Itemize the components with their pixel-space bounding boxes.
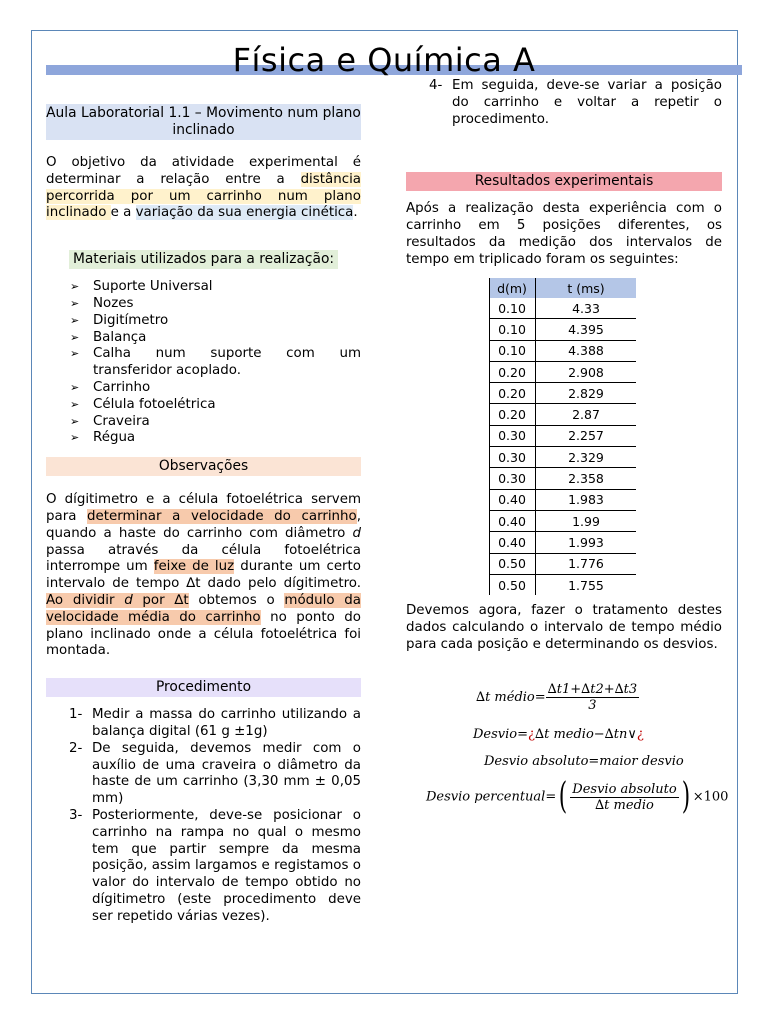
procedure-step <box>406 78 722 128</box>
results-table-wrap <box>489 278 638 595</box>
formula-text: Desvio percentual <box>426 789 546 805</box>
observations-text: passa através da célula fotoelétrica interrompe um <box>46 542 361 575</box>
treatment-paragraph: Devemos agora, fazer o tratamento destes dados calculando o intervalo de tempo médio para cada posição e determinando os desvios. <box>406 603 722 652</box>
observations-heading: Observações <box>46 457 361 476</box>
delta-t-symbol: ∆t <box>174 592 189 608</box>
materials-heading: Materiais utilizados para a realização: <box>69 250 338 269</box>
materials-list <box>46 279 361 447</box>
cell-distance: 0.30 <box>489 425 536 446</box>
diameter-symbol: d <box>124 592 133 608</box>
fraction <box>546 682 640 713</box>
table-row <box>489 532 636 553</box>
material-label: Régua <box>93 430 136 446</box>
material-item <box>70 430 361 447</box>
procedure-step <box>46 707 361 741</box>
cell-time: 1.776 <box>536 553 637 574</box>
formula-mark: ¿ <box>636 727 644 742</box>
cell-distance: 0.30 <box>489 447 536 468</box>
objective-paragraph <box>46 155 361 222</box>
materials-heading-wrap <box>46 250 361 269</box>
cell-distance: 0.40 <box>489 510 536 531</box>
highlight-divide-text: Ao dividir <box>46 592 125 608</box>
results-heading: Resultados experimentais <box>406 172 722 191</box>
cell-distance: 0.50 <box>489 553 536 574</box>
procedure-heading: Procedimento <box>46 678 361 697</box>
cell-distance: 0.10 <box>489 340 536 361</box>
cell-time: 4.33 <box>536 298 637 319</box>
arrow-bullet-icon: ➢ <box>70 380 80 394</box>
highlight-divide <box>46 593 189 608</box>
observations-text: , quando a haste do carrinho com diâmetro <box>46 508 361 541</box>
observations-text: obtemos o <box>188 592 285 608</box>
formula-text: Desvio <box>473 727 518 742</box>
observations-text: dado pelo dígitimetro. <box>200 576 362 592</box>
formula-text: = <box>517 727 529 742</box>
arrow-bullet-icon: ➢ <box>70 347 80 361</box>
procedure-step <box>46 808 361 926</box>
highlight-velocity: determinar a velocidade do carrinho <box>87 508 357 524</box>
material-item <box>70 346 361 380</box>
delta-t-symbol: ∆t <box>186 576 201 592</box>
highlight-mean-velocity: módulo da velocidade média do carrinho <box>46 592 361 625</box>
left-column <box>46 104 361 925</box>
step-number: 3- <box>69 807 83 823</box>
cell-time: 2.908 <box>536 361 637 382</box>
fraction <box>570 782 678 813</box>
cell-time: 4.388 <box>536 340 637 361</box>
objective-text: O objetivo da atividade experimental é determinar a relação entre a <box>46 155 361 187</box>
diameter-symbol: d <box>352 525 361 541</box>
material-label: Célula fotoelétrica <box>93 396 216 412</box>
table-header-row <box>489 278 636 298</box>
objective-text: e a <box>110 205 136 221</box>
cell-time: 2.829 <box>536 383 637 404</box>
formula-absolute-deviation: Desvio absoluto=maior desvio <box>484 754 684 769</box>
table-row <box>489 383 636 404</box>
procedure-list-continued <box>406 78 722 128</box>
material-item <box>70 330 361 347</box>
table-row <box>489 361 636 382</box>
material-item <box>70 397 361 414</box>
step-number: 2- <box>69 740 83 756</box>
cell-distance: 0.20 <box>489 361 536 382</box>
cell-distance: 0.40 <box>489 489 536 510</box>
cell-time: 2.358 <box>536 468 637 489</box>
table-row <box>489 298 636 319</box>
fraction-numerator: ∆t1+∆t2+∆t3 <box>547 682 638 697</box>
cell-distance: 0.10 <box>489 319 536 340</box>
arrow-bullet-icon: ➢ <box>70 414 80 428</box>
fraction-denominator: ∆t medio <box>595 797 654 813</box>
right-column <box>406 78 722 269</box>
material-label: Balança <box>93 329 147 345</box>
formula-mark: ¿ <box>528 727 536 742</box>
fraction-numerator: Desvio absoluto <box>572 781 677 797</box>
cell-distance: 0.10 <box>489 298 536 319</box>
results-intro: Após a realização desta experiência com o carrinho em 5 posições diferentes, os resultados da medição dos intervalos de tempo em triplicado foram os seguintes: <box>406 201 722 267</box>
material-label: Digitímetro <box>93 312 169 328</box>
cell-distance: 0.50 <box>489 574 536 595</box>
material-label: Calha num suporte com um transferidor acoplado. <box>93 346 361 379</box>
procedure-step <box>46 741 361 808</box>
formula-deviation <box>473 727 644 742</box>
step-number: 4- <box>429 78 443 93</box>
step-text: Medir a massa do carrinho utilizando a balança digital (61 g ±1g) <box>92 707 361 739</box>
highlight-distance: distância percorrida por um carrinho num plano inclinado <box>46 171 361 221</box>
fraction-denominator: 3 <box>588 698 597 713</box>
cell-time: 2.329 <box>536 447 637 468</box>
observations-text: no ponto do plano inclinado onde a célula fotoelétrica foi montada. <box>46 609 361 659</box>
formula-text: ×100 <box>692 789 729 805</box>
step-number: 1- <box>69 707 83 723</box>
cell-distance: 0.20 <box>489 383 536 404</box>
observations-paragraph <box>46 492 361 660</box>
arrow-bullet-icon: ➢ <box>70 330 80 344</box>
cell-time: 2.87 <box>536 404 637 425</box>
close-paren: ) <box>681 776 690 817</box>
highlight-light-beam: feixe de luz <box>153 559 235 575</box>
formula-percent-deviation <box>426 776 729 817</box>
column-header-distance: d(m) <box>489 278 536 298</box>
table-row <box>489 574 636 595</box>
observations-text: O dígitimetro e a célula fotoelétrica servem para <box>46 492 361 524</box>
results-table <box>489 278 636 595</box>
highlight-kinetic-energy: variação da sua energia cinética <box>135 205 354 221</box>
cell-distance: 0.30 <box>489 468 536 489</box>
material-item <box>70 296 361 313</box>
table-row <box>489 340 636 361</box>
cell-distance: 0.40 <box>489 532 536 553</box>
material-label: Suporte Universal <box>93 279 213 295</box>
material-item <box>70 279 361 296</box>
step-text: Posteriormente, deve-se posicionar o carrinho na rampa no qual o mesmo tem que partir sempre da mesma posição, assim largamos e registamos o valor do intervalo de tempo obtido no dígitimetro (este procedimento deve ser repetido várias vezes). <box>92 807 361 924</box>
cell-time: 2.257 <box>536 425 637 446</box>
table-body <box>489 298 636 595</box>
table-row <box>489 404 636 425</box>
cell-distance: 0.20 <box>489 404 536 425</box>
lesson-heading: Aula Laboratorial 1.1 – Movimento num plano inclinado <box>46 105 361 138</box>
arrow-bullet-icon: ➢ <box>70 397 80 411</box>
table-row <box>489 447 636 468</box>
observations-text: durante um certo intervalo de tempo <box>46 559 362 592</box>
step-text: De seguida, devemos medir com o auxílio de uma craveira o diâmetro da haste de um carrinho (3,30 mm ± 0,05 mm) <box>92 740 361 807</box>
arrow-bullet-icon: ➢ <box>70 296 80 310</box>
arrow-bullet-icon: ➢ <box>70 431 80 445</box>
material-label: Nozes <box>93 295 134 311</box>
table-row <box>489 489 636 510</box>
material-item <box>70 414 361 431</box>
table-row <box>489 553 636 574</box>
page-title: Física e Química A <box>232 41 536 79</box>
highlight-divide-text: por <box>132 592 175 608</box>
formula-text: ∆t médio <box>476 690 535 705</box>
cell-time: 1.755 <box>536 574 637 595</box>
table-row <box>489 425 636 446</box>
table-row <box>489 510 636 531</box>
cell-time: 1.983 <box>536 489 637 510</box>
material-label: Craveira <box>93 413 150 429</box>
formula-text: = <box>534 690 546 705</box>
formula-text: ∆t medio−∆tn∨ <box>535 727 637 742</box>
column-header-time: t (ms) <box>536 278 637 298</box>
treatment-block <box>406 603 722 653</box>
cell-time: 1.993 <box>536 532 637 553</box>
formula-mean-time <box>476 682 639 713</box>
arrow-bullet-icon: ➢ <box>70 313 80 327</box>
formula-text: = <box>545 789 557 805</box>
objective-text: . <box>353 205 358 221</box>
material-item <box>70 313 361 330</box>
open-paren: ( <box>559 776 568 817</box>
cell-time: 1.99 <box>536 510 637 531</box>
step-text: Em seguida, deve-se variar a posição do carrinho e voltar a repetir o procedimento. <box>452 78 722 127</box>
table-row <box>489 468 636 489</box>
arrow-bullet-icon: ➢ <box>70 280 80 294</box>
material-item <box>70 380 361 397</box>
procedure-list <box>46 707 361 925</box>
material-label: Carrinho <box>93 379 151 395</box>
cell-time: 4.395 <box>536 319 637 340</box>
table-row <box>489 319 636 340</box>
